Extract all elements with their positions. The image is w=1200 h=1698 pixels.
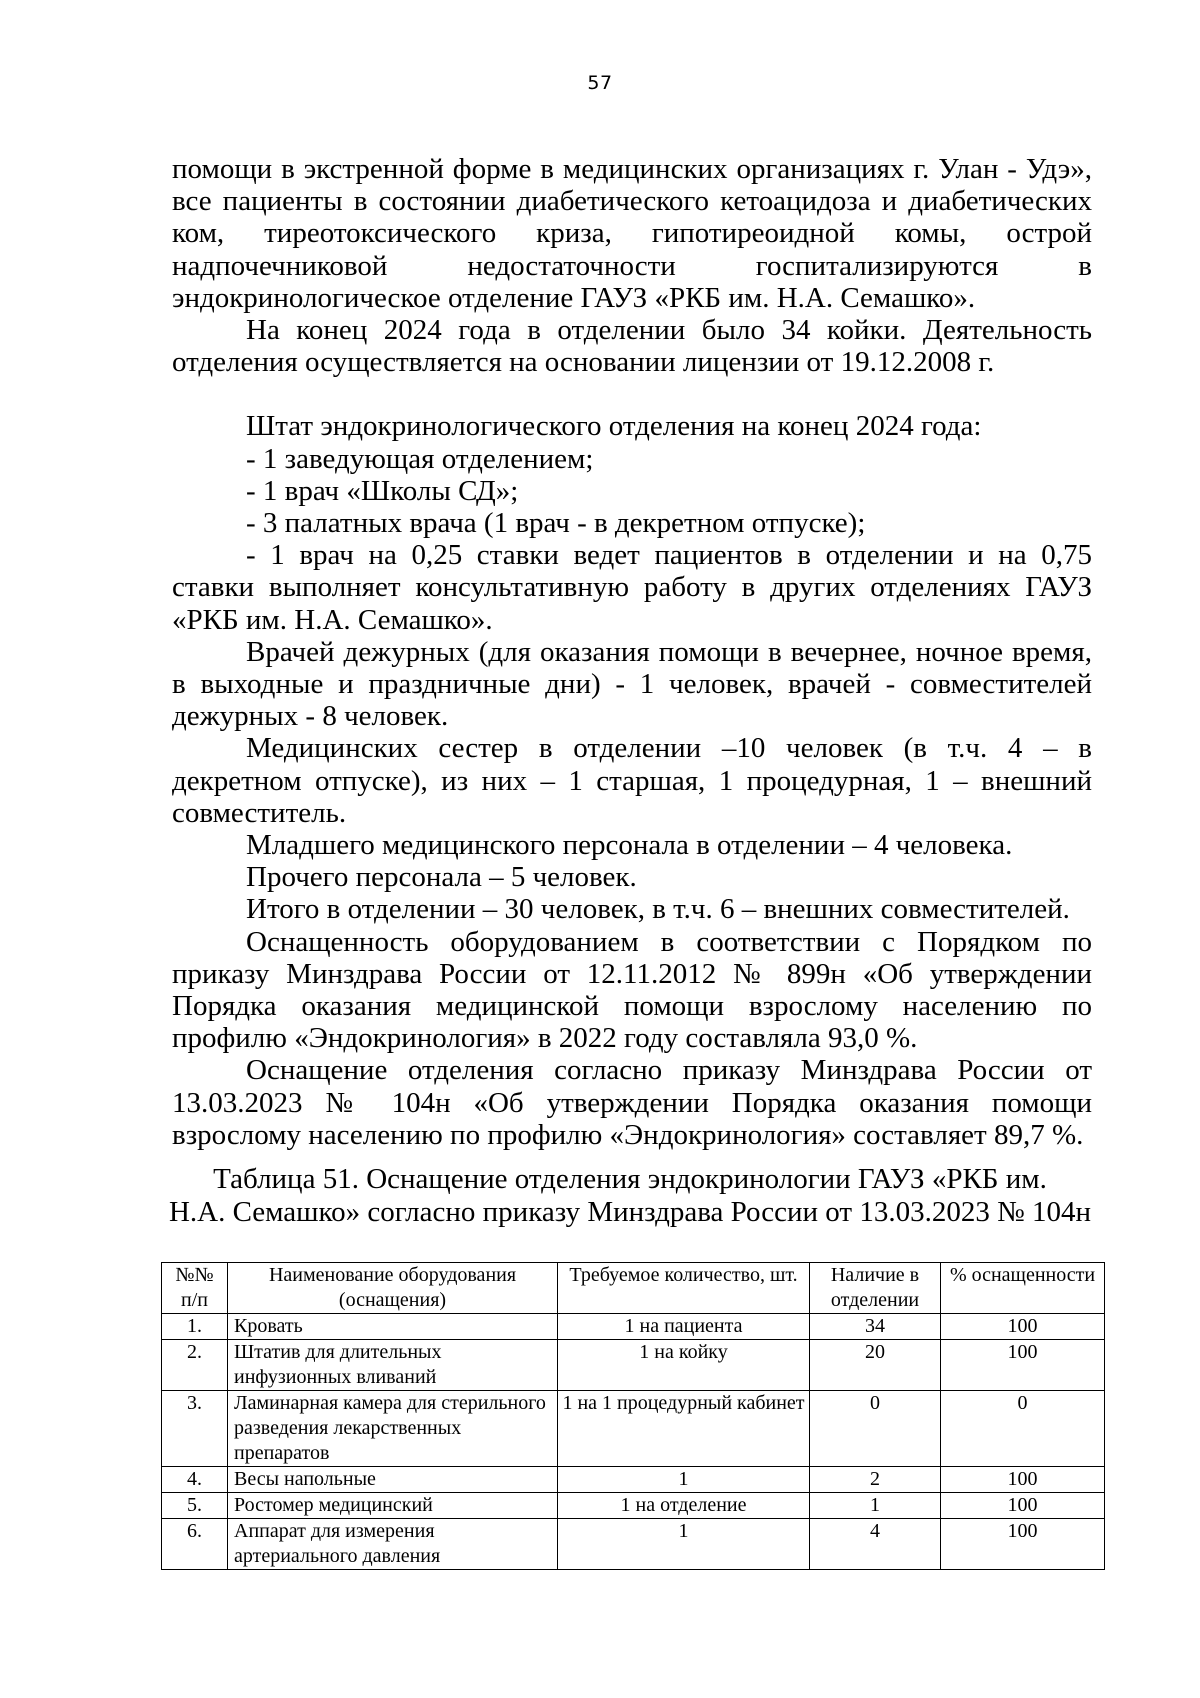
equipment-percent: 0 [941,1391,1105,1467]
paragraph: Врачей дежурных (для оказания помощи в вечернее, ночное время, в выходные и праздничные дни) - 1 человек, врачей - совместителей дежурных - 8 человек. [172,635,1092,733]
column-header: №№ п/п [162,1263,228,1314]
available-quantity: 4 [810,1519,941,1570]
available-quantity: 34 [810,1314,941,1340]
table-row [162,1519,1105,1570]
column-header: Требуемое количество, шт. [558,1263,810,1314]
required-quantity: 1 [558,1467,810,1493]
available-quantity: 1 [810,1493,941,1519]
paragraph: На конец 2024 года в отделении было 34 койки. Деятельность отделения осуществляется на основании лицензии от 19.12.2008 г. [172,314,1092,379]
column-header: Наличие в отделении [810,1263,941,1314]
table-caption-line: Н.А. Семашко» согласно приказу Минздрава России от 13.03.2023 № 104н [168,1196,1092,1228]
paragraph: Оснащение отделения согласно приказу Минздрава России от 13.03.2023 № 104н «Об утверждении Порядка оказания помощи взрослому населению по профилю «Эндокринология» составляет 89,7 %. [172,1054,1092,1151]
equipment-name: Аппарат для измерения артериального давления [228,1519,558,1570]
paragraph: Итого в отделении – 30 человек, в т.ч. 6 – внешних совместителей. [246,893,1070,926]
body-text [172,153,1092,1151]
row-number: 5. [162,1493,228,1519]
row-number: 6. [162,1519,228,1570]
list-item: - 1 врач на 0,25 ставки ведет пациентов в отделении и на 0,75 ставки выполняет консультативную работу в других отделениях ГАУЗ «РКБ им. Н.А. Семашко». [172,539,1092,636]
required-quantity: 1 на койку [558,1340,810,1391]
paragraph: Младшего медицинского персонала в отделении – 4 человека. [246,829,1013,862]
table-row [162,1493,1105,1519]
equipment-name: Ростомер медицинский [228,1493,558,1519]
available-quantity: 2 [810,1467,941,1493]
table-row [162,1314,1105,1340]
paragraph: Медицинских сестер в отделении –10 человек (в т.ч. 4 – в декретном отпуске), из них – 1 старшая, 1 процедурная, 1 – внешний совместитель. [172,732,1092,829]
table-caption-line: Таблица 51. Оснащение отделения эндокринологии ГАУЗ «РКБ им. [213,1163,1047,1195]
equipment-name: Весы напольные [228,1467,558,1493]
equipment-table [161,1262,1105,1570]
equipment-name: Ламинарная камера для стерильного разведения лекарственных препаратов [228,1391,558,1467]
table-row [162,1340,1105,1391]
available-quantity: 0 [810,1391,941,1467]
paragraph: Оснащенность оборудованием в соответствии с Порядком по приказу Минздрава России от 12.11.2012 № 899н «Об утверждении Порядка оказания медицинской помощи взрослому населению по профилю «Эндокринология» в 2022 году составляла 93,0 %. [172,925,1092,1055]
row-number: 1. [162,1314,228,1340]
row-number: 4. [162,1467,228,1493]
equipment-name: Штатив для длительных инфузионных вливаний [228,1340,558,1391]
equipment-percent: 100 [941,1519,1105,1570]
list-item: - 1 врач «Школы СД»; [246,474,519,507]
equipment-percent: 100 [941,1467,1105,1493]
row-number: 2. [162,1340,228,1391]
list-item: - 1 заведующая отделением; [246,442,594,475]
column-header: % оснащенности [941,1263,1105,1314]
table-header-row [162,1263,1105,1314]
list-item: - 3 палатных врача (1 врач - в декретном отпуске); [246,507,866,540]
staff-heading: Штат эндокринологического отделения на конец 2024 года: [246,410,982,443]
row-number: 3. [162,1391,228,1467]
required-quantity: 1 на пациента [558,1314,810,1340]
column-header: Наименование оборудования (оснащения) [228,1263,558,1314]
required-quantity: 1 на 1 процедурный кабинет [558,1391,810,1467]
table-caption [160,1163,1100,1229]
required-quantity: 1 на отделение [558,1493,810,1519]
required-quantity: 1 [558,1519,810,1570]
equipment-percent: 100 [941,1493,1105,1519]
paragraph: Прочего персонала – 5 человек. [246,861,637,894]
page-number: 57 [587,72,613,94]
available-quantity: 20 [810,1340,941,1391]
paragraph: помощи в экстренной форме в медицинских организациях г. Улан - Удэ», все пациенты в состоянии диабетического кетоацидоза и диабетических ком, тиреотоксического криза, гипотиреоидной комы, острой надпочечниковой недостаточности госпитализируются в эндокринологическое отделение ГАУЗ «РКБ им. Н.А. Семашко». [172,153,1092,314]
table-row [162,1391,1105,1467]
equipment-percent: 100 [941,1340,1105,1391]
table-row [162,1467,1105,1493]
equipment-percent: 100 [941,1314,1105,1340]
equipment-name: Кровать [228,1314,558,1340]
